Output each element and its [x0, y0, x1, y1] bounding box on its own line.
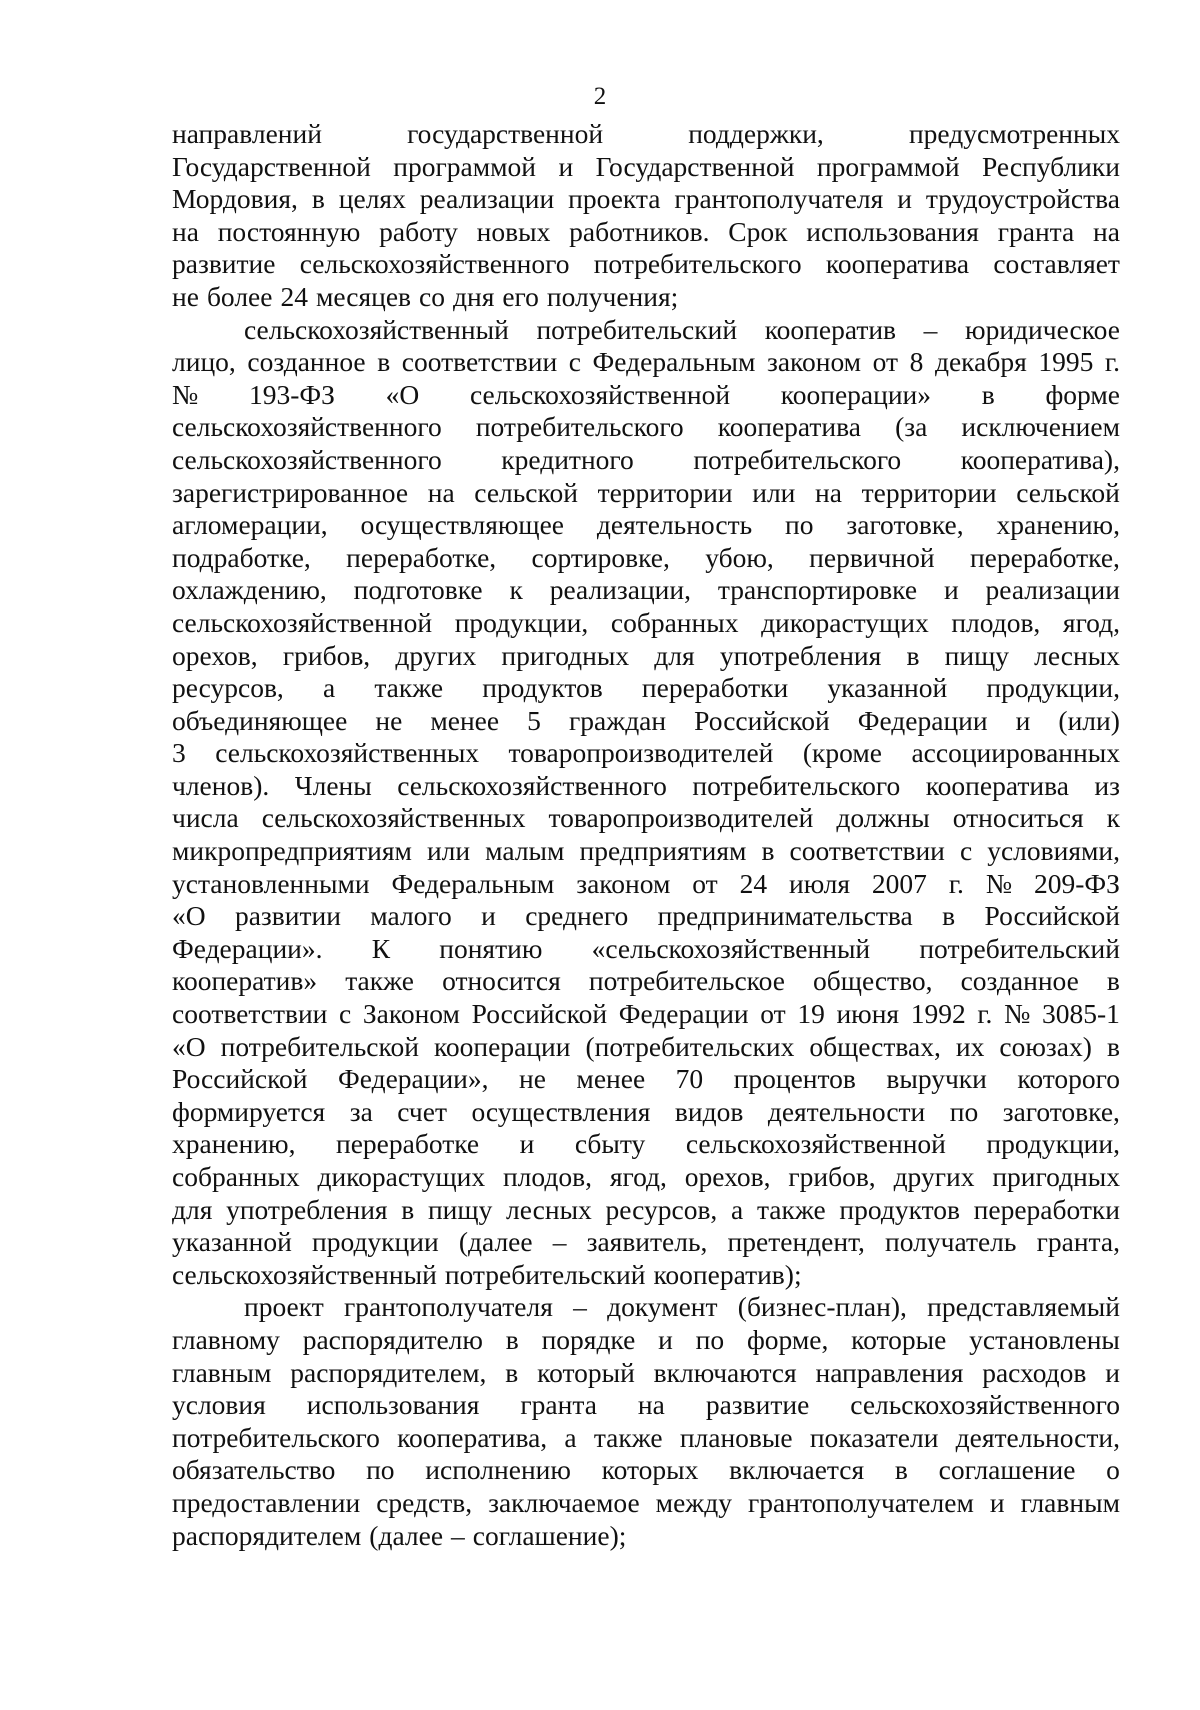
- text-line: Государственной программой и Государственной программой Республики: [172, 150, 1120, 182]
- text-line: направлений государственной поддержки, предусмотренных: [172, 118, 1120, 149]
- text-line: числа сельскохозяйственных товаропроизводителей должны относиться к: [172, 802, 1120, 834]
- text-line: обязательство по исполнению которых включается в соглашение о: [172, 1454, 1120, 1486]
- text-line: распорядителем (далее – соглашение);: [172, 1519, 627, 1551]
- text-line: на постоянную работу новых работников. Срок использования гранта на: [172, 215, 1120, 247]
- text-line: условия использования гранта на развитие сельскохозяйственного: [172, 1389, 1120, 1421]
- page-number: 2: [593, 83, 607, 110]
- text-line: сельскохозяйственной продукции, собранных дикорастущих плодов, ягод,: [172, 606, 1120, 638]
- text-line: предоставлении средств, заключаемое между грантополучателем и главным: [172, 1486, 1120, 1518]
- text-line: микропредприятиям или малым предприятиям в соответствии с условиями,: [172, 835, 1120, 867]
- text-line: агломерации, осуществляющее деятельность по заготовке, хранению,: [172, 509, 1120, 541]
- paragraph: [172, 314, 1120, 1292]
- text-line: указанной продукции (далее – заявитель, претендент, получатель гранта,: [172, 1226, 1120, 1258]
- text-line: членов). Члены сельскохозяйственного потребительского кооператива из: [172, 769, 1120, 801]
- text-line: «О развитии малого и среднего предпринимательства в Российской: [172, 900, 1120, 932]
- text-line: «О потребительской кооперации (потребительских обществах, их союзах) в: [172, 1030, 1120, 1062]
- text-line: собранных дикорастущих плодов, ягод, орехов, грибов, других пригодных: [172, 1161, 1120, 1192]
- text-line: Российской Федерации», не менее 70 процентов выручки которого: [172, 1063, 1120, 1095]
- paragraph: [172, 118, 1120, 314]
- text-line: проект грантополучателя – документ (бизнес-план), представляемый: [244, 1291, 1120, 1323]
- text-line: кооператив» также относится потребительское общество, созданное в: [172, 965, 1120, 997]
- document-body: [172, 118, 1120, 1552]
- text-line: главным распорядителем, в который включаются направления расходов и: [172, 1356, 1120, 1388]
- text-line: развитие сельскохозяйственного потребительского кооператива составляет: [172, 248, 1120, 280]
- text-line: зарегистрированное на сельской территории или на территории сельской: [172, 476, 1120, 508]
- text-line: хранению, переработке и сбыту сельскохозяйственной продукции,: [172, 1128, 1120, 1160]
- text-line: подработке, переработке, сортировке, убою, первичной переработке,: [172, 541, 1120, 573]
- text-line: Мордовия, в целях реализации проекта грантополучателя и трудоустройства: [172, 183, 1120, 215]
- text-line: 3 сельскохозяйственных товаропроизводителей (кроме ассоциированных: [172, 737, 1120, 769]
- text-line: главному распорядителю в порядке и по форме, которые установлены: [172, 1323, 1120, 1355]
- text-line: лицо, созданное в соответствии с Федеральным законом от 8 декабря 1995 г.: [172, 346, 1120, 378]
- text-line: сельскохозяйственного кредитного потребительского кооператива),: [172, 443, 1120, 475]
- text-line: соответствии с Законом Российской Федерации от 19 июня 1992 г. № 3085-1: [172, 998, 1120, 1030]
- text-line: орехов, грибов, других пригодных для употребления в пищу лесных: [172, 639, 1120, 671]
- text-line: сельскохозяйственный потребительский кооператив);: [172, 1258, 802, 1290]
- text-line: Федерации». К понятию «сельскохозяйственный потребительский: [172, 932, 1120, 964]
- text-line: объединяющее не менее 5 граждан Российской Федерации и (или): [172, 704, 1120, 736]
- text-line: установленными Федеральным законом от 24 июля 2007 г. № 209-ФЗ: [172, 867, 1120, 899]
- text-line: сельскохозяйственного потребительского кооператива (за исключением: [172, 411, 1120, 443]
- text-line: № 193-ФЗ «О сельскохозяйственной кооперации» в форме: [172, 378, 1120, 410]
- text-line: ресурсов, а также продуктов переработки указанной продукции,: [172, 672, 1120, 704]
- text-line: для употребления в пищу лесных ресурсов, а также продуктов переработки: [172, 1193, 1120, 1225]
- text-line: не более 24 месяцев со дня его получения;: [172, 280, 679, 312]
- text-line: формируется за счет осуществления видов деятельности по заготовке,: [172, 1095, 1120, 1127]
- text-line: сельскохозяйственный потребительский кооператив – юридическое: [244, 313, 1120, 345]
- text-line: охлаждению, подготовке к реализации, транспортировке и реализации: [172, 574, 1120, 606]
- paragraph: [172, 1291, 1120, 1552]
- text-line: потребительского кооператива, а также плановые показатели деятельности,: [172, 1421, 1120, 1453]
